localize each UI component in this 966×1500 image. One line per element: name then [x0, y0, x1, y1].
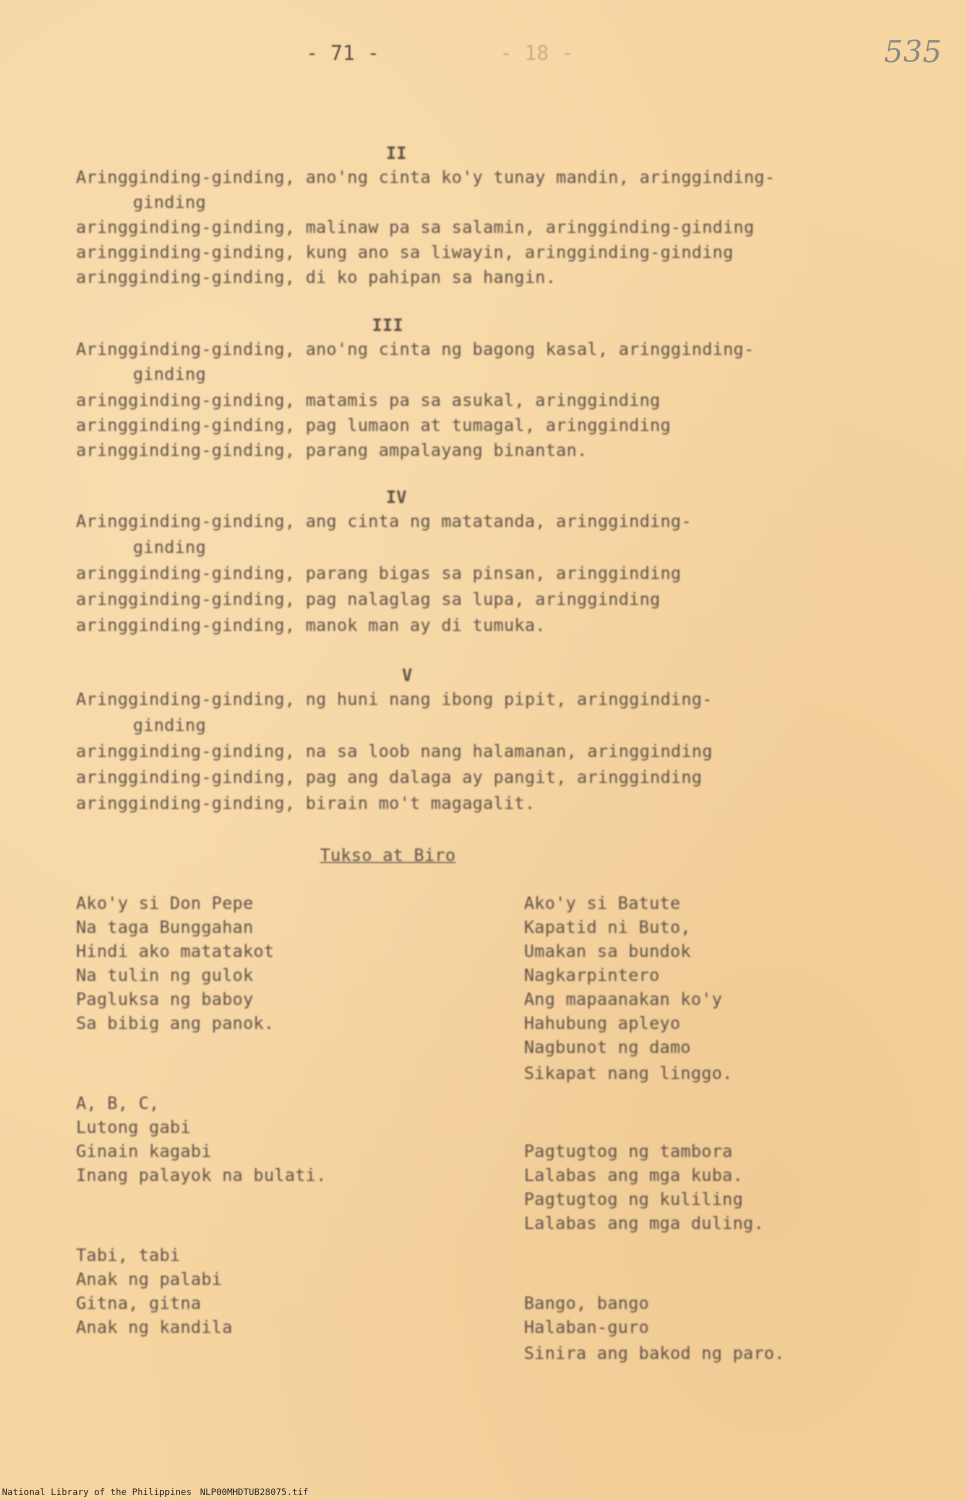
- riddle-line: Kapatid ni Buto,: [524, 918, 691, 938]
- verse-line: aringginding-ginding, matamis pa sa asukal, aringginding: [76, 391, 661, 411]
- section-title: Tukso at Biro: [320, 846, 456, 866]
- riddle-line: Halaban-guro: [524, 1318, 650, 1338]
- verse-line: aringginding-ginding, pag ang dalaga ay pangit, aringginding: [76, 768, 703, 788]
- riddle-line: Na taga Bunggahan: [76, 918, 254, 938]
- riddle-line: Bango, bango: [524, 1294, 650, 1314]
- verse-numeral: III: [372, 316, 404, 336]
- footer-file: NLP00MHDTUB28075.tif: [200, 1488, 309, 1498]
- riddle-line: Tabi, tabi: [76, 1246, 181, 1266]
- page-number: - 71 -: [306, 41, 380, 65]
- verse-line: aringginding-ginding, na sa loob nang halamanan, aringginding: [76, 742, 713, 762]
- riddle-line: Pagtugtog ng tambora: [524, 1142, 733, 1162]
- riddle-line: Nagbunot ng damo: [524, 1038, 691, 1058]
- verse-line: aringginding-ginding, di ko pahipan sa hangin.: [76, 268, 557, 288]
- riddle-line: Nagkarpintero: [524, 966, 660, 986]
- verse-line: Aringginding-ginding, ang cinta ng matatanda, aringginding-: [76, 512, 692, 532]
- verse-numeral: V: [402, 666, 413, 686]
- riddle-line: Sa bibig ang panok.: [76, 1014, 275, 1034]
- verse-line: ginding: [133, 193, 207, 213]
- riddle-line: Gitna, gitna: [76, 1294, 202, 1314]
- riddle-line: Ginain kagabi: [76, 1142, 212, 1162]
- old-page-number: - 18 -: [500, 41, 574, 65]
- verse-line: aringginding-ginding, parang ampalayang binantan.: [76, 441, 588, 461]
- verse-line: aringginding-ginding, pag lumaon at tumagal, aringginding: [76, 416, 671, 436]
- verse-line: ginding: [133, 538, 207, 558]
- verse-line: Aringginding-ginding, ng huni nang ibong pipit, aringginding-: [76, 690, 713, 710]
- riddle-line: Ang mapaanakan ko'y: [524, 990, 723, 1010]
- stamp-number: 535: [884, 35, 942, 70]
- riddle-line: Ako'y si Don Pepe: [76, 894, 254, 914]
- verse-line: Aringginding-ginding, ano'ng cinta ko'y tunay mandin, aringginding-: [76, 168, 776, 188]
- verse-numeral: II: [386, 144, 407, 164]
- riddle-line: Hindi ako matatakot: [76, 942, 275, 962]
- verse-line: aringginding-ginding, parang bigas sa pinsan, aringginding: [76, 564, 682, 584]
- riddle-line: Pagluksa ng baboy: [76, 990, 254, 1010]
- riddle-line: Umakan sa bundok: [524, 942, 691, 962]
- verse-line: aringginding-ginding, birain mo't magagalit.: [76, 794, 536, 814]
- riddle-line: Lalabas ang mga kuba.: [524, 1166, 744, 1186]
- verse-line: Aringginding-ginding, ano'ng cinta ng bagong kasal, aringginding-: [76, 340, 755, 360]
- riddle-line: A, B, C,: [76, 1094, 160, 1114]
- verse-line: aringginding-ginding, manok man ay di tumuka.: [76, 616, 546, 636]
- verse-numeral: IV: [386, 488, 407, 508]
- riddle-line: Inang palayok na bulati.: [76, 1166, 327, 1186]
- riddle-line: Pagtugtog ng kuliling: [524, 1190, 744, 1210]
- riddle-line: Sinira ang bakod ng paro.: [524, 1344, 785, 1364]
- riddle-line: Anak ng palabi: [76, 1270, 223, 1290]
- footer-library: National Library of the Philippines: [2, 1488, 192, 1498]
- riddle-line: Lalabas ang mga duling.: [524, 1214, 765, 1234]
- riddle-line: Na tulin ng gulok: [76, 966, 254, 986]
- riddle-line: Ako'y si Batute: [524, 894, 681, 914]
- verse-line: aringginding-ginding, kung ano sa liwayin, aringginding-ginding: [76, 243, 734, 263]
- verse-line: ginding: [133, 716, 207, 736]
- riddle-line: Sikapat nang linggo.: [524, 1064, 733, 1084]
- riddle-line: Lutong gabi: [76, 1118, 191, 1138]
- verse-line: aringginding-ginding, pag nalaglag sa lupa, aringginding: [76, 590, 661, 610]
- riddle-line: Hahubung apleyo: [524, 1014, 681, 1034]
- verse-line: aringginding-ginding, malinaw pa sa salamin, aringginding-ginding: [76, 218, 755, 238]
- verse-line: ginding: [133, 365, 207, 385]
- riddle-line: Anak ng kandila: [76, 1318, 233, 1338]
